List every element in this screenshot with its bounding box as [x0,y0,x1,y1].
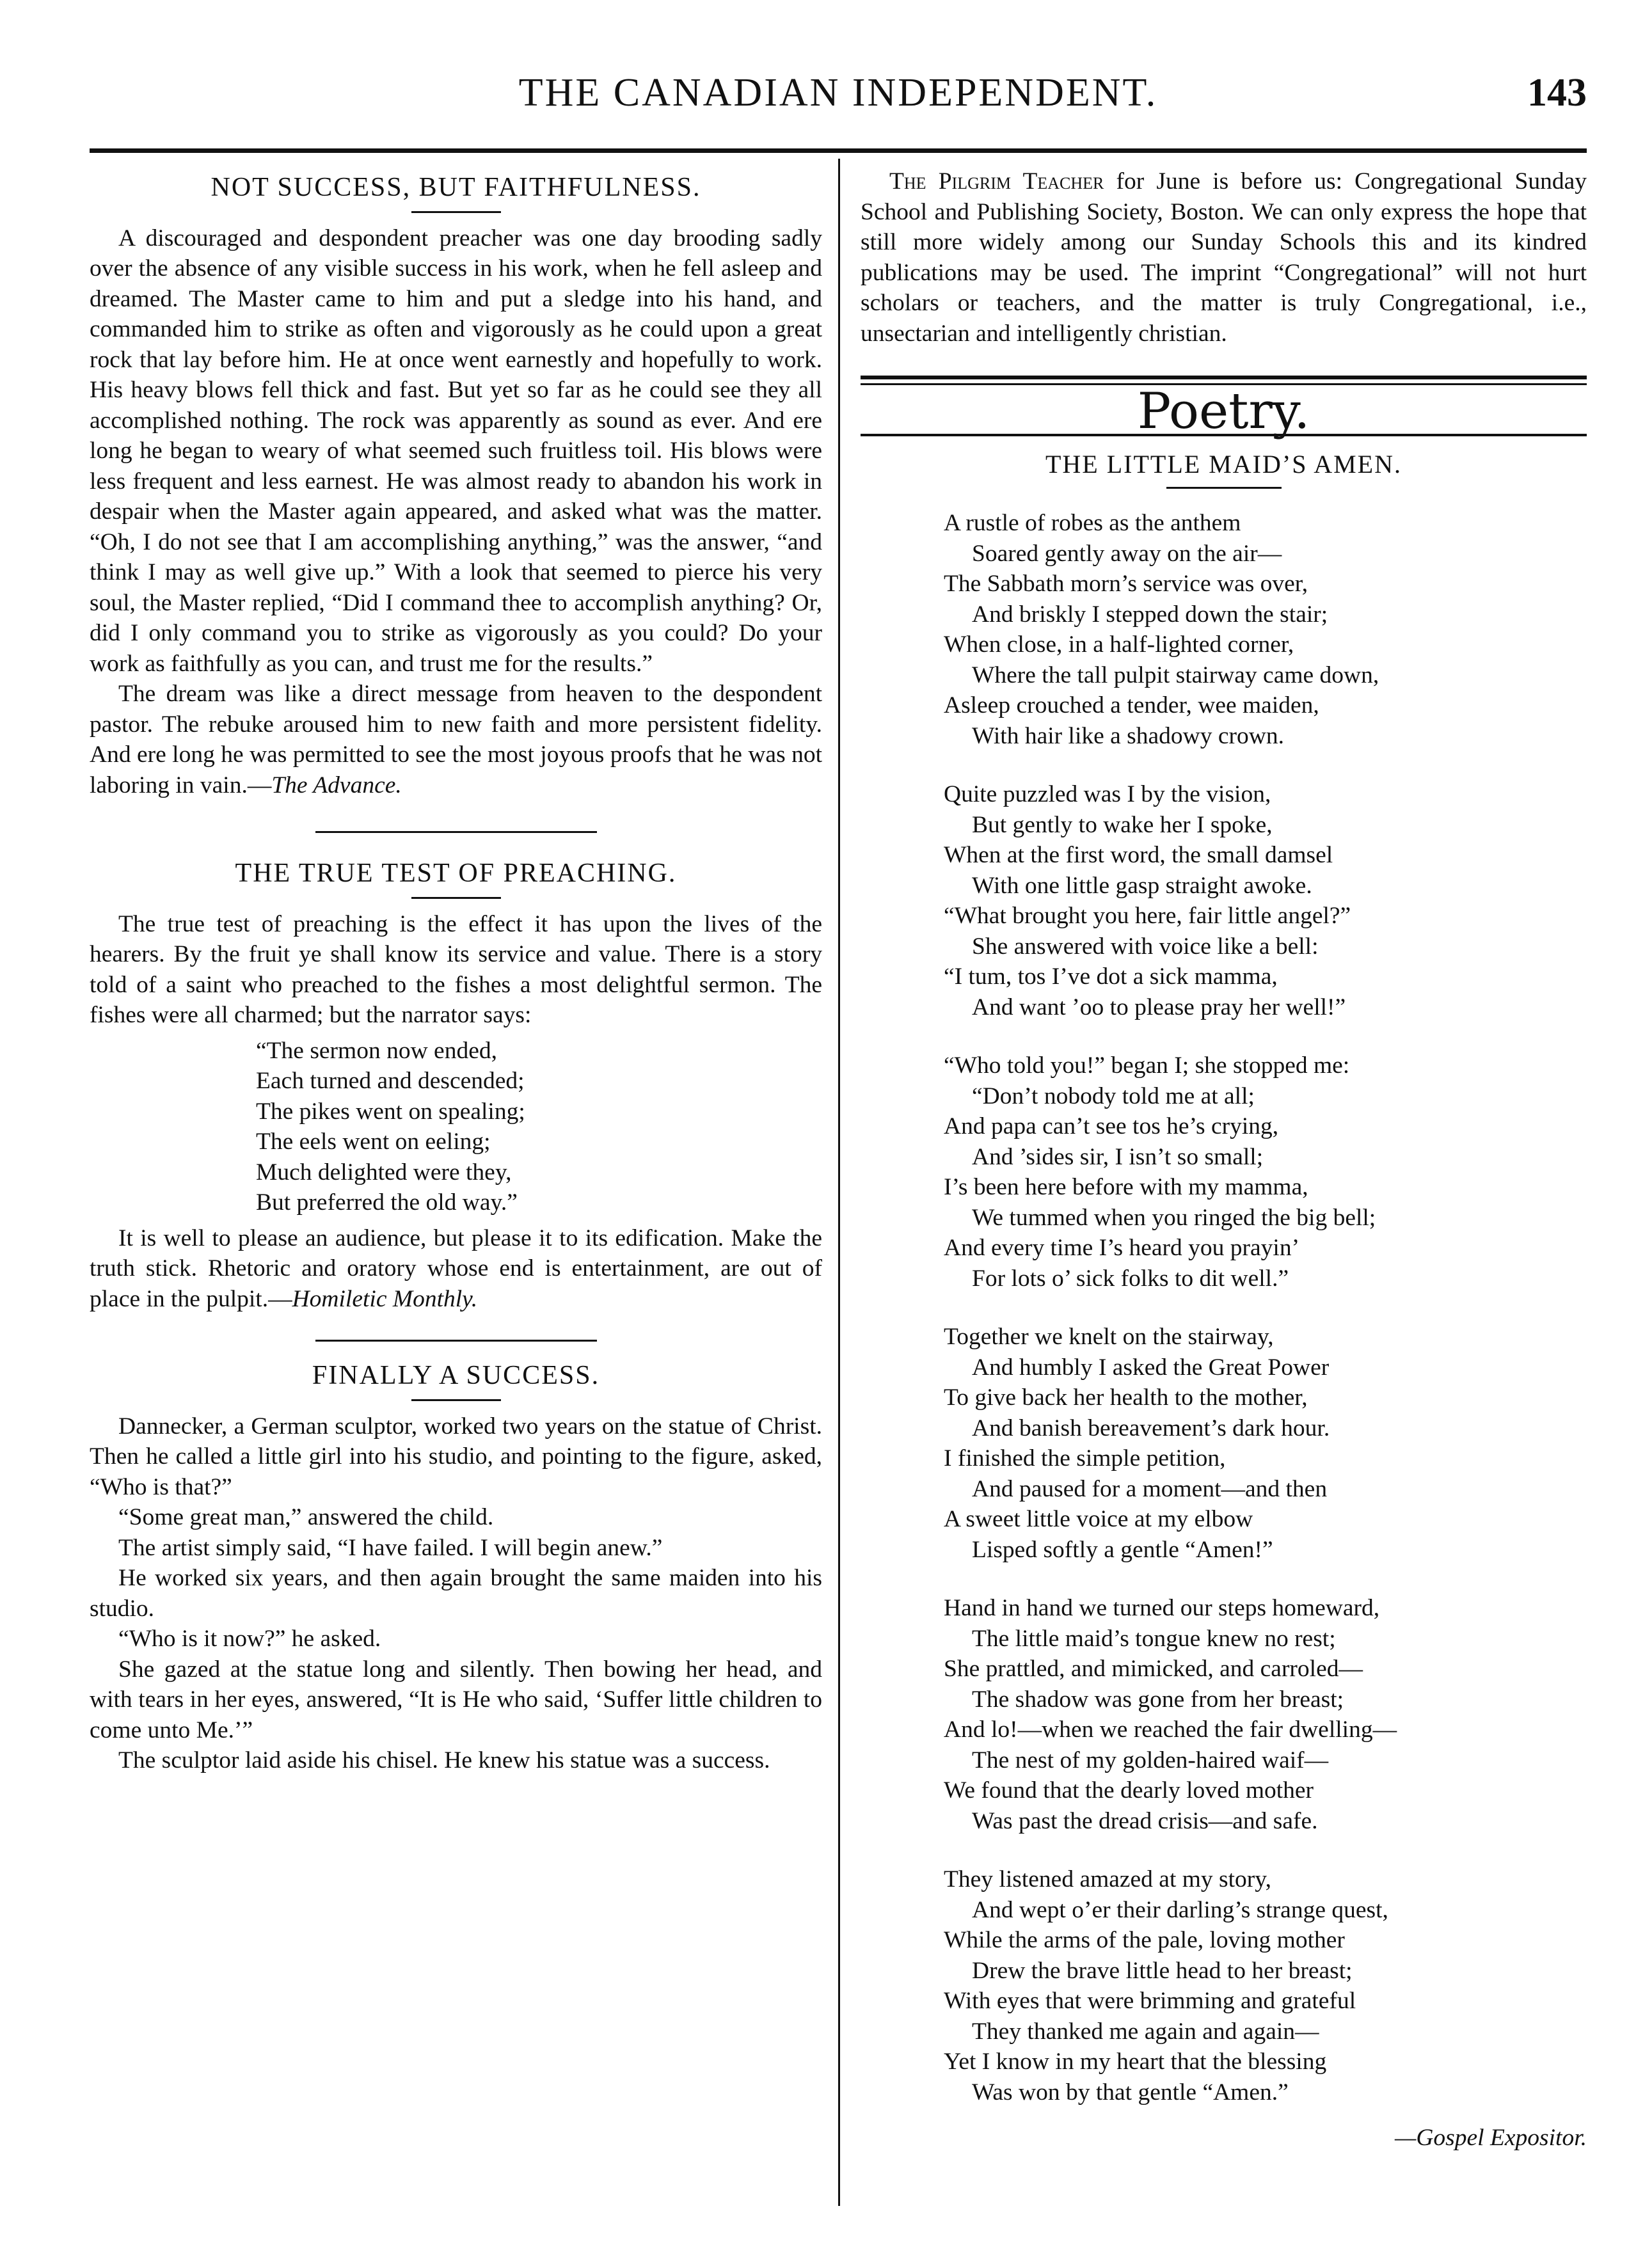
poem-line: And briskly I stepped down the stair; [972,601,1328,628]
poem-body [944,508,1587,2153]
section-separator [315,1340,597,1342]
article-paragraph [90,679,822,800]
poem-line: To give back her health to the mother, [944,1384,1308,1411]
poem-line: “What brought you here, fair little angel?” [944,903,1351,929]
poem-line: And want ’oo to please pray her well!” [972,994,1346,1020]
poem-line: Where the tall pulpit stairway came down, [972,662,1379,688]
poem-stanza [944,1864,1587,2107]
poem-stanza [944,1322,1587,1565]
poem-line: Was won by that gentle “Amen.” [972,2079,1289,2105]
article-paragraph: The sculptor laid aside his chisel. He knew his statue was a success. [118,1747,770,1773]
source-citation: The Advance. [271,772,402,798]
verse-line: “The sermon now ended, [256,1037,497,1064]
poem-attribution: —Gospel Expositor. [1395,2125,1587,2151]
header-rule [90,148,1587,153]
poem-line: Drew the brave little head to her breast; [972,1957,1353,1984]
article-paragraph: He worked six years, and then again brought the same maiden into his studio. [90,1565,822,1622]
title-dash [1166,487,1282,489]
poem-line: And ’sides sir, I isn’t so small; [972,1143,1264,1170]
poem-line: With one little gasp straight awoke. [972,872,1312,899]
verse-line: But preferred the old way.” [256,1189,518,1216]
poem-line: With eyes that were brimming and grateful [944,1988,1356,2014]
title-dash [411,211,501,213]
poem-line: I’s been here before with my mamma, [944,1174,1308,1200]
title-dash [411,897,501,899]
poem-line: The little maid’s tongue knew no rest; [972,1625,1336,1652]
poem-line: The nest of my golden-haired waif— [972,1747,1329,1773]
poem-line: She answered with voice like a bell: [972,933,1319,960]
poem-line: “Don’t nobody told me at all; [972,1082,1255,1109]
title-dash [411,1399,501,1401]
poem-line: And humbly I asked the Great Power [972,1354,1330,1381]
article-paragraph: A discouraged and despondent preacher was one day brooding sadly over the absence of any visible success in his work, when he fell asleep and dreamed. The Master came to him and put a sledge into his hand, and commanded him to strike as often and vigorously as he could upon a great rock that lay before him. He at once went earnestly and hopefully to work. His heavy blows fell thick and fast. But yet so far as he could see they all accomplished nothing. The rock was apparently as sound as ever. And ere long he began to weary of what seemed such fruitless toil. His blows were less frequent and less earnest. He was almost ready to abandon his work in despair when the Master again appeared, and asked what was the matter. “Oh, I do not see that I am accomplishing anything,” was the answer, “and think I may as well give up.” With a look that seemed to pierce his very soul, the Master replied, “Did I command thee to accomplish anything? Or, did I only command you to strike as vigorously as you could? Do your work as faithfully as you can, and trust me for the results.” [90,225,822,677]
poem-line: They listened amazed at my story, [944,1866,1271,1892]
article-paragraph: Dannecker, a German sculptor, worked two years on the statue of Christ. Then he called a little girl into his studio, and pointing to the figure, asked, “Who is that?” [90,1413,822,1500]
article-title-success: FINALLY A SUCCESS. [312,1361,600,1390]
article-paragraph: “Some great man,” answered the child. [118,1504,494,1530]
source-citation: Homiletic Monthly. [292,1285,478,1312]
poem-title: THE LITTLE MAID’S AMEN. [1045,449,1402,479]
poem-stanza [944,508,1587,751]
poem-line: Asleep crouched a tender, wee maiden, [944,692,1319,718]
poem-line: And banish bereavement’s dark hour. [972,1415,1330,1441]
poem-line: Hand in hand we turned our steps homeward, [944,1595,1380,1621]
page-header [90,70,1587,128]
poem-line: “I tum, tos I’ve dot a sick mamma, [944,964,1278,990]
pilgrim-teacher-notice [861,166,1587,349]
verse-line: The eels went on eeling; [256,1129,491,1155]
poem-line: She prattled, and mimicked, and carroled— [944,1656,1363,1682]
article-paragraph: She gazed at the statue long and silently. Then bowing her head, and with tears in her eyes, answered, “It is He who said, ‘Suffer little children to come unto Me.’” [90,1656,822,1743]
poem-line: But gently to wake her I spoke, [972,811,1273,838]
left-column [90,166,822,1776]
verse-line: Much delighted were they, [256,1159,512,1186]
poem-line: For lots o’ sick folks to dit well.” [972,1265,1289,1292]
poem-line: Quite puzzled was I by the vision, [944,781,1271,807]
masthead-title: THE CANADIAN INDEPENDENT. [518,71,1158,115]
poem-line: Yet I know in my heart that the blessing [944,2049,1327,2075]
verse-line: Each turned and descended; [256,1068,525,1094]
quoted-verse [256,1036,822,1218]
paragraph-text: It is well to please an audience, but please it to its edification. Make the truth stick. Rhetoric and oratory whose end is entertainment, are out of place in the pulpit.— [90,1225,822,1312]
poem-line: And lo!—when we reached the fair dwelling— [944,1717,1397,1743]
poem-line: And papa can’t see tos he’s crying, [944,1113,1279,1139]
poem-line: They thanked me again and again— [972,2018,1319,2045]
article-paragraph: “Who is it now?” he asked. [118,1626,381,1652]
poem-stanza [944,1051,1587,1294]
poem-line: And wept o’er their darling’s strange quest, [972,1896,1388,1923]
poem-line: Soared gently away on the air— [972,540,1282,567]
poem-line: “Who told you!” began I; she stopped me: [944,1052,1350,1079]
poem-line: We tummed when you ringed the big bell; [972,1204,1376,1231]
poem-line: With hair like a shadowy crown. [972,722,1284,749]
poem-line: We found that the dearly loved mother [944,1777,1314,1804]
poem-line: Together we knelt on the stairway, [944,1324,1274,1350]
column-divider [838,159,840,2206]
poem-line: Was past the dread crisis—and safe. [972,1807,1318,1834]
poem-line: I finished the simple petition, [944,1445,1226,1471]
poem-line: And paused for a moment—and then [972,1475,1328,1502]
poem-line: The Sabbath morn’s service was over, [944,571,1308,597]
poem-line: When at the first word, the small damsel [944,842,1333,868]
poem-line: Lisped softly a gentle “Amen!” [972,1536,1273,1563]
article-title-preaching: THE TRUE TEST OF PREACHING. [235,859,677,888]
poem-line: And every time I’s heard you prayin’ [944,1235,1300,1261]
page-number: 143 [1527,71,1587,115]
article-paragraph [90,1223,822,1315]
notice-lead: The Pilgrim Teacher [889,168,1104,194]
right-column [861,166,1587,2153]
article-paragraph: The artist simply said, “I have failed. I will begin anew.” [118,1534,663,1561]
poem-line: The shadow was gone from her breast; [972,1686,1344,1713]
poetry-heading: Poetry. [1137,383,1310,440]
poem-line: A sweet little voice at my elbow [944,1506,1253,1532]
poem-line: While the arms of the pale, loving mother [944,1927,1345,1953]
verse-line: The pikes went on spealing; [256,1098,525,1125]
poem-line: A rustle of robes as the anthem [944,510,1241,536]
article-paragraph: The true test of preaching is the effect it has upon the lives of the hearers. By the fruit ye shall know its service and value. There is a story told of a saint who preached to the fishes a most delightful sermon. The fishes were all charmed; but the narrator says: [90,910,822,1028]
notice-text: for June is before us: Congregational Sunday School and Publishing Society, Boston. We can only express the hope that still more widely among our Sunday Schools this and its kindred publications may be used. The imprint “Congregational” will not hurt scholars or teachers, and the matter is truly Congregational, i.e., unsectarian and intelligently christian. [861,168,1587,347]
poem-line: When close, in a half-lighted corner, [944,631,1294,658]
poem-stanza [944,1593,1587,1836]
paragraph-text: The dream was like a direct message from heaven to the despondent pastor. The rebuke aroused him to new faith and more persistent fidelity. And ere long he was permitted to see the most joyous proofs that he was not laboring in vain.— [90,681,822,798]
section-separator [315,831,597,833]
poem-stanza [944,779,1587,1022]
article-title-faithfulness: NOT SUCCESS, BUT FAITHFULNESS. [210,173,701,202]
